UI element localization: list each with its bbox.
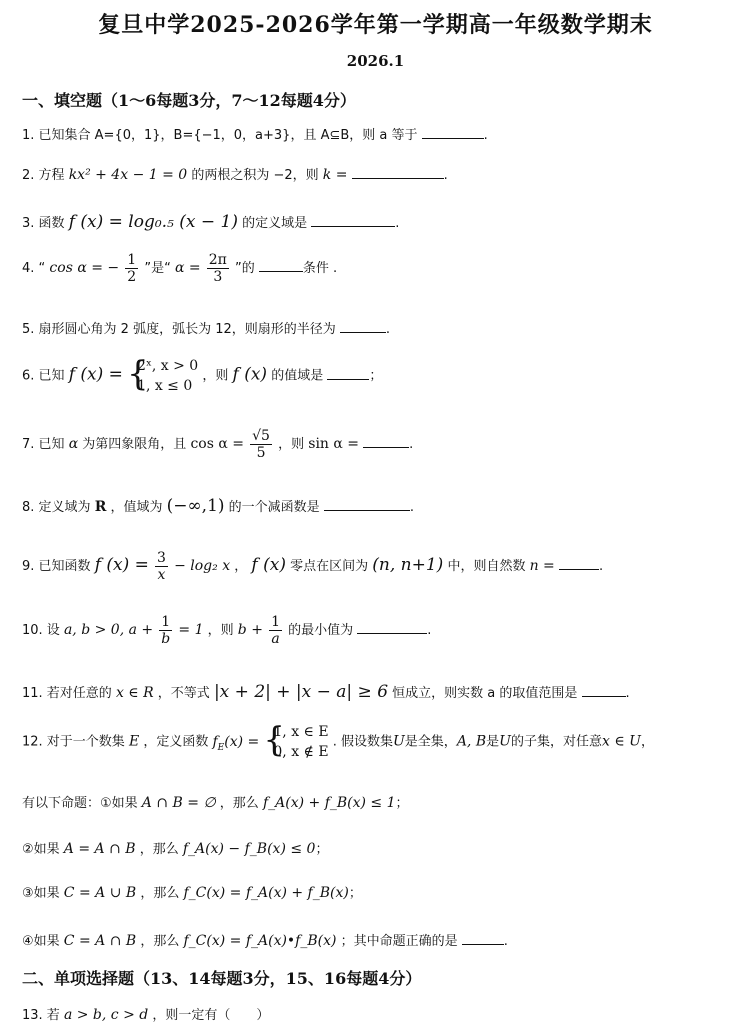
- q4-fraction-1: $\frac{1}{2}$: [127, 252, 137, 285]
- question-8: 8. 定义域为 R ，值域为 (−∞,1) 的一个减函数是 .: [22, 496, 414, 516]
- q9-answer-blank[interactable]: [559, 557, 599, 570]
- q8-answer-blank[interactable]: [324, 498, 410, 511]
- question-11: 11. 若对任意的 x ∈ R ，不等式 |x + 2| + |x − a| ≥ 6 恒成立，则实数 a 的取值范围是 .: [22, 682, 630, 702]
- exam-title: 复旦中学2025-2026学年第一学期高一年级数学期末: [98, 12, 653, 38]
- q4-answer-blank[interactable]: [259, 259, 303, 272]
- q6-piecewise: { 2ˣ, x > 0 1, x ≤ 0: [127, 354, 199, 394]
- q1-answer-blank[interactable]: [422, 126, 484, 139]
- q7-fraction: $\frac{√5}{5}$: [252, 428, 270, 461]
- section-fill-in-title: 一、填空题（1～6每题3分，7～12每题4分）: [22, 91, 356, 110]
- section-choice-title: 二、单项选择题（13、14每题3分，15、16每题4分）: [22, 969, 422, 988]
- q10-answer-blank[interactable]: [357, 621, 427, 634]
- q11-answer-blank[interactable]: [582, 684, 626, 697]
- question-12-statement-2: ②如果 A = A ∩ B ，那么 f_A(x) − f_B(x) ≤ 0；: [22, 841, 329, 857]
- question-3: 3. 函数 f (x) = log₀.₅ (x − 1) 的定义域是 .: [22, 212, 400, 232]
- q10-fraction-2: $\frac{1}{a}$: [271, 614, 280, 647]
- question-12-statement-1: 有以下命题：①如果 A ∩ B = ∅ ，那么 f_A(x) + f_B(x) ≤ 1；: [22, 795, 409, 811]
- q9-fraction: $\frac{3}{x}$: [157, 550, 166, 583]
- question-13: 13. 若 a > b, c > d ，则一定有（ ）: [22, 1007, 270, 1023]
- q5-answer-blank[interactable]: [340, 320, 386, 333]
- q2-answer-blank[interactable]: [352, 166, 444, 179]
- q10-fraction-1: $\frac{1}{b}$: [161, 614, 171, 647]
- q2-equation: kx² + 4x − 1 = 0: [68, 167, 188, 183]
- question-12-statement-4: ④如果 C = A ∩ B ，那么 f_C(x) = f_A(x)•f_B(x) ；其中命题正确的是 .: [22, 933, 508, 949]
- question-9: 9. 已知函数 f (x) = $\frac{3}{x}$ − log₂ x ， f (x) 零点在区间为 (n, n+1) 中，则自然数 n = .: [22, 550, 604, 583]
- question-12-statement-3: ③如果 C = A ∪ B ，那么 f_C(x) = f_A(x) + f_B(x)；: [22, 885, 362, 901]
- q6-answer-blank[interactable]: [327, 367, 369, 380]
- exam-date: 2026.1: [346, 52, 405, 70]
- question-6: 6. 已知 f (x) = { 2ˣ, x > 0 1, x ≤ 0 ，则 f (x) 的值域是 ；: [22, 354, 383, 394]
- q3-answer-blank[interactable]: [311, 214, 395, 227]
- question-5: 5. 扇形圆心角为 2 弧度，弧长为 12，则扇形的半径为 .: [22, 322, 391, 337]
- question-4: 4. “ cos α = − $\frac{1}{2}$ ”是“ α = $\frac{2\pi}{3}$ ”的 条件 .: [22, 252, 338, 285]
- q12-piecewise: { 1, x ∈ E 0, x ∉ E: [263, 720, 329, 760]
- question-7: 7. 已知 α 为第四象限角，且 cos α = $\frac{√5}{5}$ ，则 sin α = .: [22, 428, 414, 461]
- q3-function: f (x) = log₀.₅ (x − 1): [68, 212, 238, 232]
- question-10: 10. 设 a, b > 0, a + $\frac{1}{b}$ = 1 ，则 b + $\frac{1}{a}$ 的最小值为 .: [22, 614, 432, 647]
- question-12: 12. 对于一个数集 E ，定义函数 $f_E(x)$ = { 1, x ∈ E 0, x ∉ E . 假设数集U是全集，A, B是U的子集，对任意x ∈ U，: [22, 720, 654, 760]
- q4-fraction-2: $\frac{2\pi}{3}$: [208, 252, 227, 285]
- question-2: 2. 方程 kx² + 4x − 1 = 0 的两根之积为 −2，则 k = .: [22, 167, 448, 183]
- q12-answer-blank[interactable]: [462, 932, 504, 945]
- q7-answer-blank[interactable]: [363, 435, 409, 448]
- q1-text: 1. 已知集合 A={0，1}，B={−1，0，a+3}，且 A⊆B，则 a 等于: [22, 128, 418, 143]
- question-1: 1. 已知集合 A={0，1}，B={−1，0，a+3}，且 A⊆B，则 a 等于 .: [22, 128, 488, 143]
